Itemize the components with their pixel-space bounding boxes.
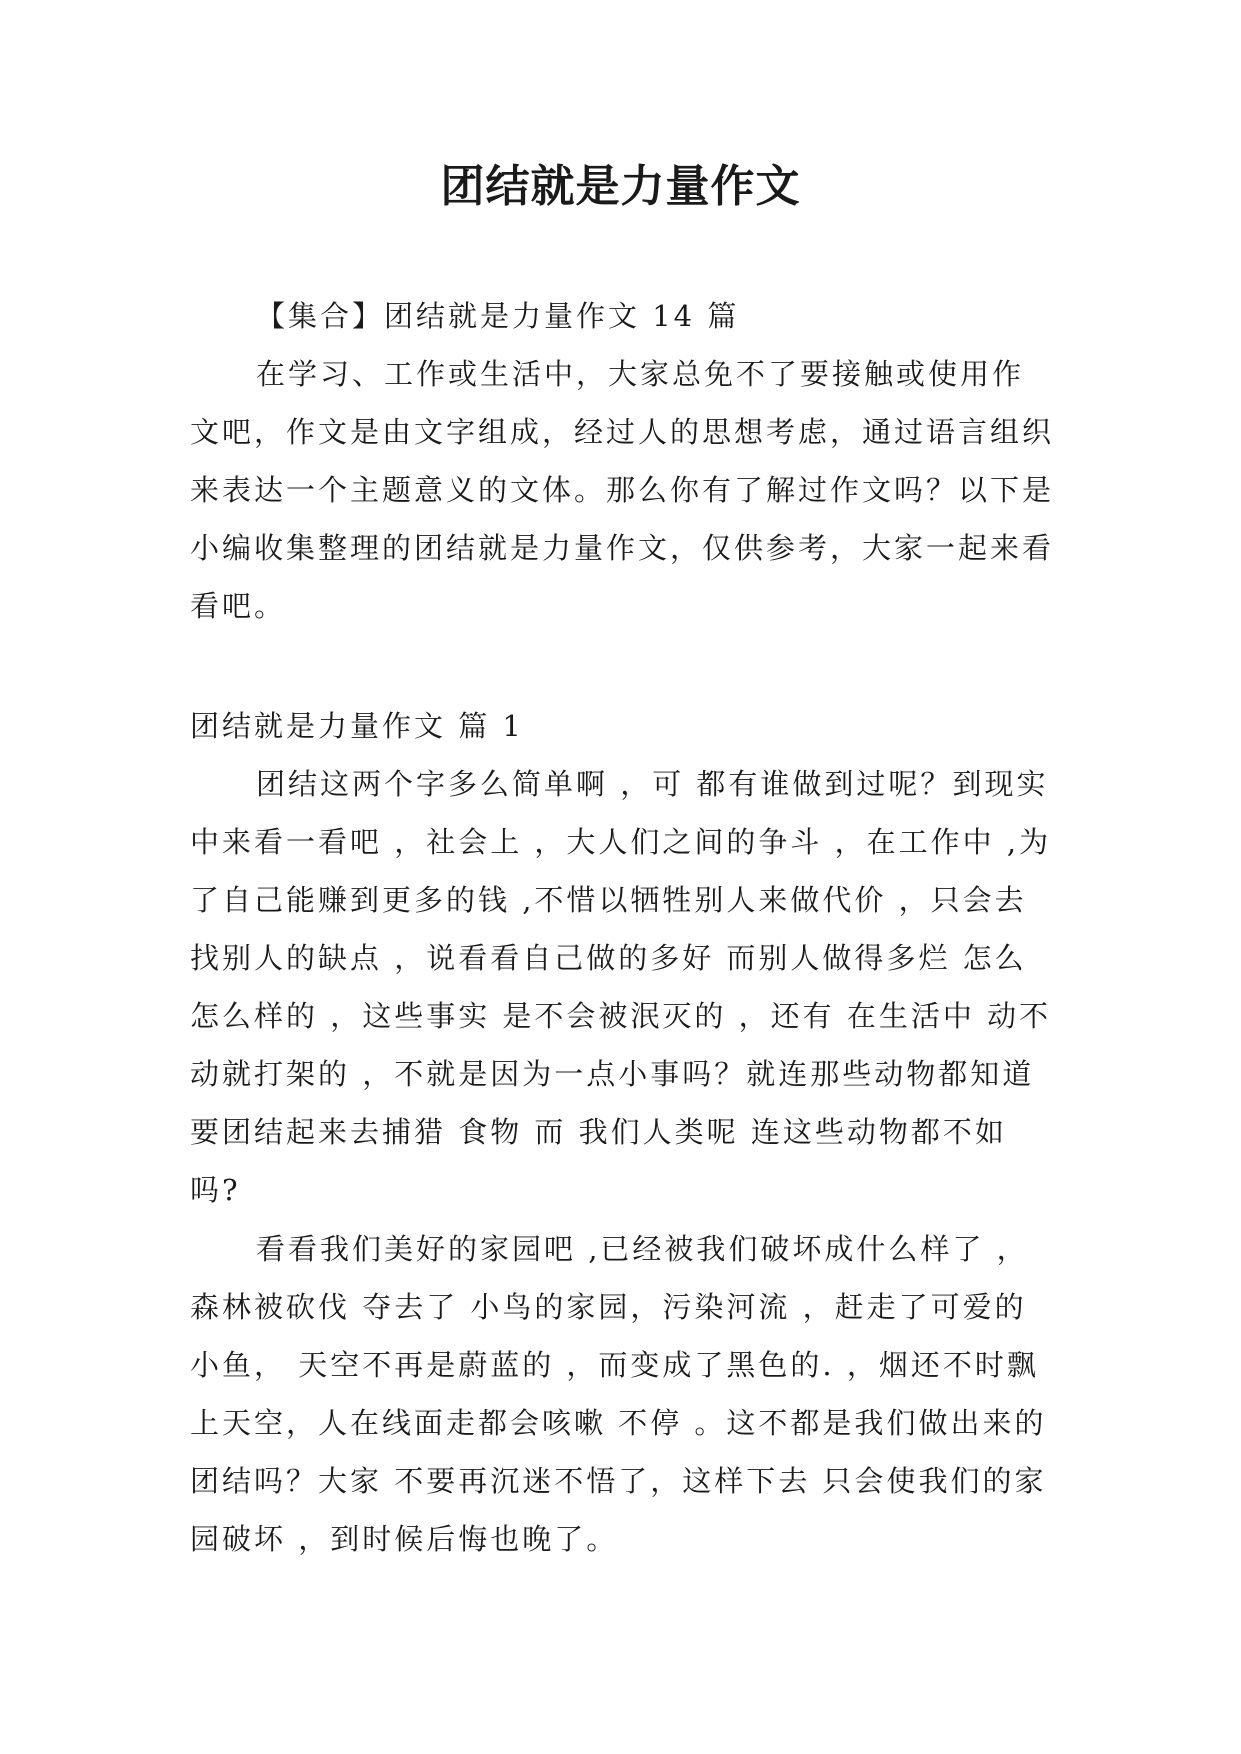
intro-paragraph: 在学习、工作或生活中，大家总免不了要接触或使用作文吧，作文是由文字组成，经过人的思想考虑，通过语言组织来表达一个主题意义的文体。那么你有了解过作文吗？以下是小编收集整理的团结就是力量作文，仅供参考，大家一起来看看吧。	[190, 357, 1055, 623]
section-heading: 团结就是力量作文 篇 1	[190, 709, 524, 743]
document-subtitle: 【集合】团结就是力量作文 14 篇	[256, 299, 740, 333]
body-paragraph: 看看我们美好的家园吧 ,已经被我们破坏成什么样了 ，森林被砍伐 夺去了 小鸟的家园，污染河流 ，赶走了可爱的小鱼， 天空不再是蔚蓝的 ，而变成了黑色的. ，烟还不时飘上天空，人在线面走都会咳嗽 不停 。这不都是我们做出来的团结吗？大家 不要再沉迷不悟了，这样下去 只会使我们的家园破坏 ，到时候后悔也晚了。	[190, 1232, 1047, 1556]
body-paragraph: 团结这两个字多么简单啊 ，可 都有谁做到过呢？到现实中来看一看吧 ，社会上 ，大人们之间的争斗 ，在工作中 ,为了自己能赚到更多的钱 ,不惜以牺牲别人来做代价 ，只会去找别人的缺点 ，说看看自己做的多好 而别人做得多烂 怎么怎么样的 ，这些事实 是不会被泯灭的 ，还有 在生活中 动不动就打架的 ，不就是因为一点小事吗？就连那些动物都知道要团结起来去捕猎 食物 而 我们人类呢 连这些动物都不如吗?	[190, 767, 1052, 1207]
document-title: 团结就是力量作文	[440, 161, 801, 212]
